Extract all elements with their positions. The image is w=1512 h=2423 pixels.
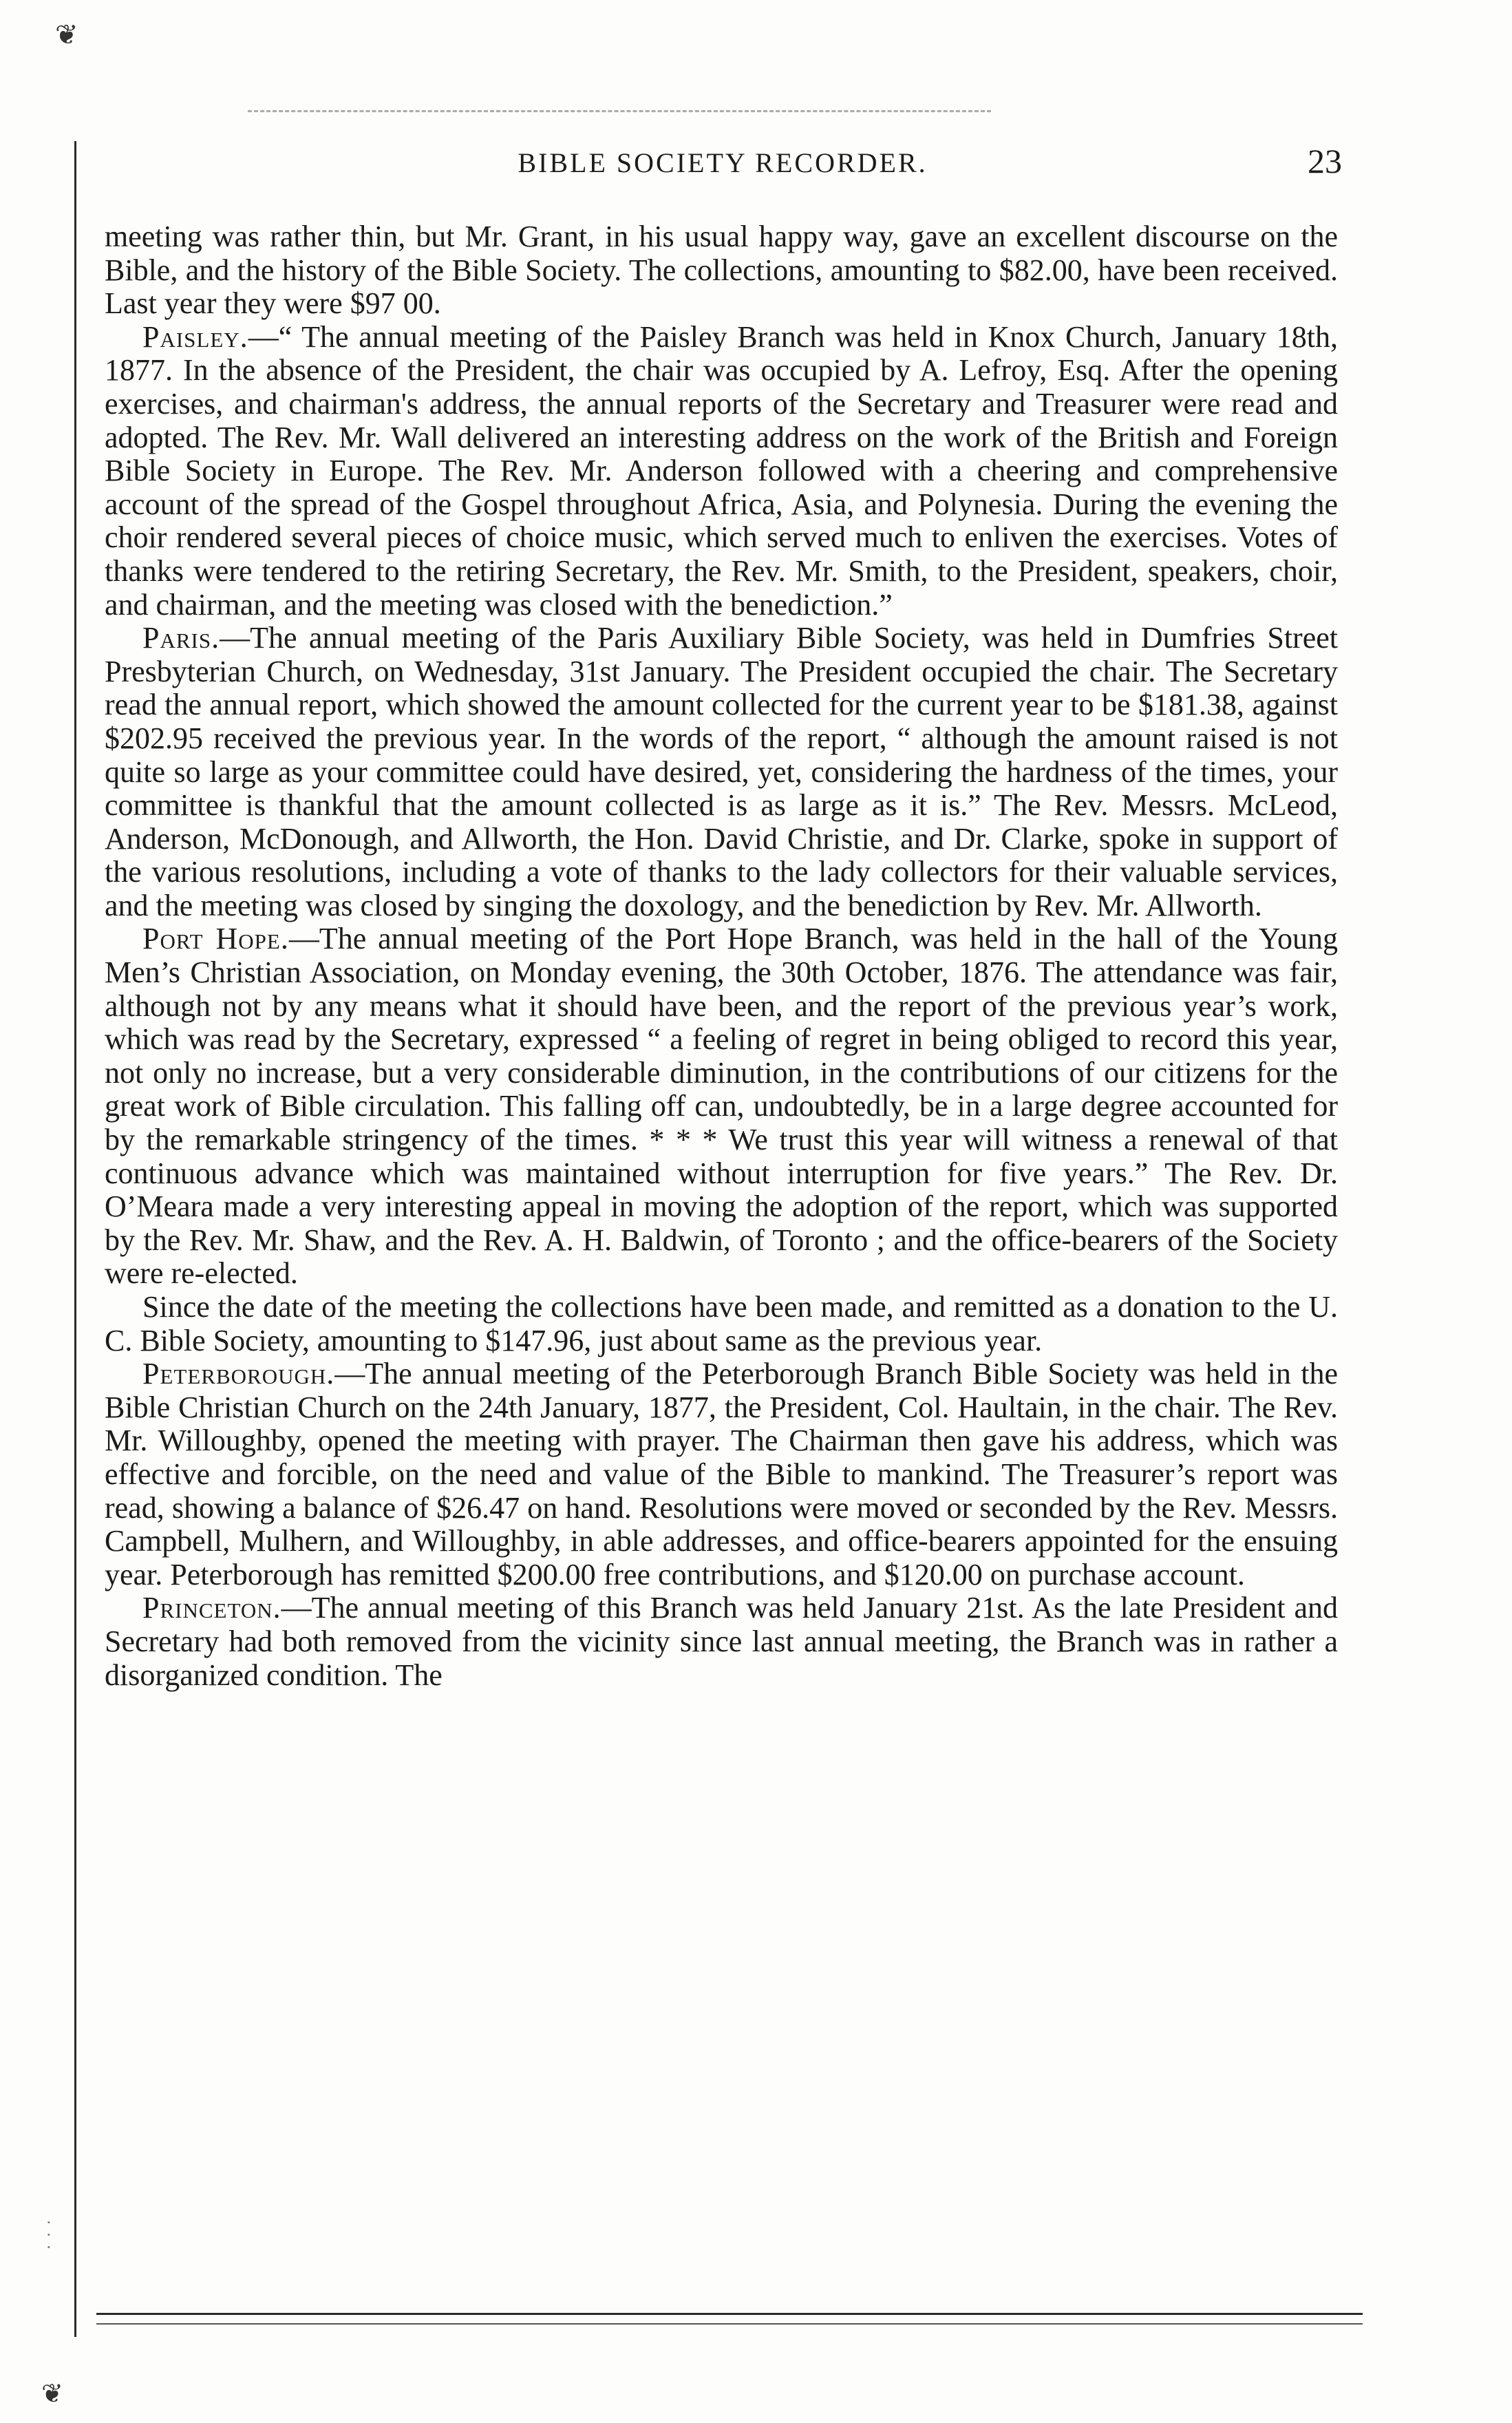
place-heading: Paris. — [142, 621, 220, 655]
place-heading: Princeton. — [142, 1591, 281, 1625]
paragraph-princeton — [105, 1591, 1338, 1692]
ornament-mark-bottom: ❦ — [41, 2378, 63, 2409]
article-body — [105, 220, 1338, 1692]
paragraph-port-hope — [105, 922, 1338, 1291]
paragraph-text: —The annual meeting of this Branch was held January 21st. As the late President and Secretary had both removed from the vicinity since last annual meeting, the Branch was in rather a disorganized condition. The — [105, 1591, 1338, 1692]
margin-speckle: · · · — [39, 2220, 56, 2251]
paragraph-text: —“ The annual meeting of the Paisley Branch was held in Knox Church, January 18th, 1877. In the absence of the President, the chair was occupied by A. Lefroy, Esq. After the opening exercises, and chairman's address, the annual reports of the Secretary and Treasurer were read and adopted. The Rev. Mr. Wall delivered an interesting address on the work of the British and Foreign Bible Society in Europe. The Rev. Mr. Anderson followed with a cheering and comprehensive account of the spread of the Gospel throughout Africa, Asia, and Polynesia. During the evening the choir rendered several pieces of choice music, which served much to enliven the exercises. Votes of thanks were tendered to the retiring Secretary, the Rev. Mr. Smith, to the President, speakers, choir, and chairman, and the meeting was closed with the benediction.” — [105, 319, 1338, 622]
paragraph-paisley — [105, 321, 1338, 622]
bottom-rule — [96, 2313, 1363, 2315]
paragraph-text: Since the date of the meeting the collections have been made, and remitted as a donation to the U. C. Bible Society, amounting to $147.96, just about same as the previous year. — [105, 1290, 1338, 1357]
running-title: BIBLE SOCIETY RECORDER. — [518, 147, 928, 178]
paragraph-text: —The annual meeting of the Paris Auxiliary Bible Society, was held in Dumfries Street Presbyterian Church, on Wednesday, 31st January. The President occupied the chair. The Secretary read the annual report, which showed the amount collected for the current year to be $181.38, against $202.95 received the previous year. In the words of the report, “ although the amount raised is not quite so large as your committee could have desired, yet, considering the hardness of the times, your committee is thankful that the amount collected is as large as it is.” The Rev. Messrs. McLeod, Anderson, McDonough, and Allworth, the Hon. David Christie, and Dr. Clarke, spoke in support of the various resolutions, including a vote of thanks to the lady collectors for their valuable services, and the meeting was closed by singing the doxology, and the benediction by Rev. Mr. Allworth. — [105, 621, 1338, 922]
paragraph-peterborough — [105, 1357, 1338, 1591]
paragraph-text: —The annual meeting of the Port Hope Branch, was held in the hall of the Young Men’s Christian Association, on Monday evening, the 30th October, 1876. The attendance was fair, although not by any means what it should have been, and the report of the previous year’s work, which was read by the Secretary, expressed “ a feeling of regret in being obliged to record this year, not only no increase, but a very considerable diminution, in the contributions of our citizens for the great work of Bible circulation. This falling off can, undoubtedly, be in a large degree accounted for by the remarkable stringency of the times. * * * We trust this year will witness a renewal of that continuous advance which was maintained without interruption for five years.” The Rev. Dr. O’Meara made a very interesting appeal in moving the adoption of the report, which was supported by the Rev. Mr. Shaw, and the Rev. A. H. Baldwin, of Toronto ; and the office-bearers of the Society were re-elected. — [105, 922, 1338, 1291]
top-dashed-rule — [248, 110, 991, 112]
left-margin-rule — [74, 141, 76, 2337]
ornament-mark-top: ❦ — [55, 19, 78, 51]
page-number: 23 — [1308, 142, 1342, 180]
paragraph-text: meeting was rather thin, but Mr. Grant, in his usual happy way, gave an excellent discourse on the Bible, and the history of the Bible Society. The collections, amounting to $82.00, have been received. Last year they were $97 00. — [105, 220, 1338, 321]
paragraph-paris — [105, 622, 1338, 922]
running-header — [103, 141, 1342, 189]
paragraph-port-hope-remittance — [105, 1291, 1338, 1357]
paragraph-continuation — [105, 220, 1338, 321]
place-heading: Port Hope. — [142, 922, 289, 956]
place-heading: Paisley. — [142, 319, 248, 354]
place-heading: Peterborough. — [142, 1357, 335, 1391]
bottom-rule-secondary — [96, 2323, 1363, 2325]
paragraph-text: —The annual meeting of the Peterborough Branch Bible Society was held in the Bible Christian Church on the 24th January, 1877, the President, Col. Haultain, in the chair. The Rev. Mr. Willoughby, opened the meeting with prayer. The Chairman then gave his address, which was effective and forcible, on the need and value of the Bible to mankind. The Treasurer’s report was read, showing a balance of $26.47 on hand. Resolutions were moved or seconded by the Rev. Messrs. Campbell, Mulhern, and Willoughby, in able addresses, and office-bearers appointed for the ensuing year. Peterborough has remitted $200.00 free contributions, and $120.00 on purchase account. — [105, 1357, 1338, 1591]
